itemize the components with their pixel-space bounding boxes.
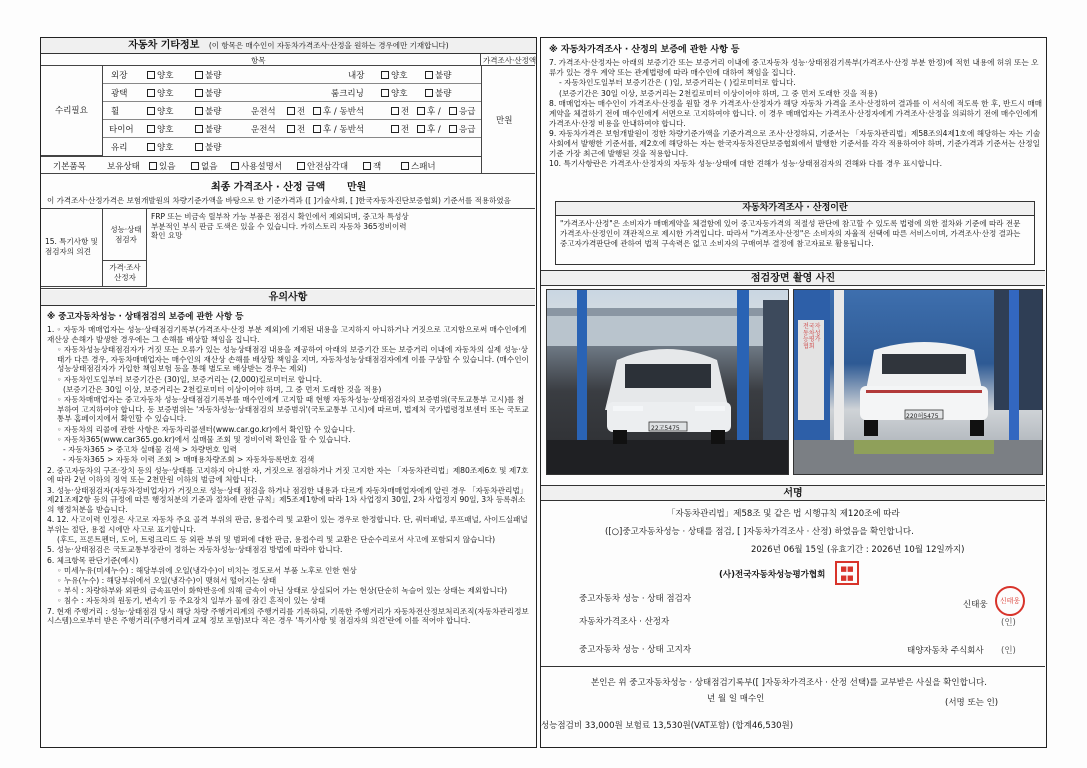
guarantee-item: 7. 가격조사·산정자는 아래의 보증기간 또는 보증거리 이내에 중고자동차 성능·상태점검기록부(가격조사·산정 부분 한정)에 적힌 내용에 허위 또는 오류가 있는 경우 계약 또는 관계법령에 따라 매수인에 대하여 책임을 집니다. (549, 58, 1039, 77)
org-seal-icon: ■■ ■■ (835, 561, 859, 585)
good-option[interactable]: 양호 (147, 141, 173, 153)
inspection-photo-rear (793, 289, 1043, 475)
vehicle-info-header (41, 38, 536, 54)
notice-item: 4. 12. 사고이력 인정은 사고로 자동차 주요 골격 부위의 판금, 용접수리 및 교환이 있는 경우로 한정합니다. 단, 쿼터패널, 루프패널, 사이드실패널 부위는 절단, 용접 시에만 사고로 표기합니다. (47, 515, 528, 534)
photo-title: 점검장면 촬영 사진 (750, 273, 836, 284)
checkbox-icon[interactable] (425, 89, 433, 97)
row-name: 휠 (111, 107, 120, 117)
row-tire (103, 120, 481, 138)
notice-item: ◦ 자동차365(www.car365.go.kr)에서 실매물 조회 및 정비이력 확인을 할 수 있습니다. (57, 434, 351, 444)
front-option[interactable]: 전 (287, 105, 305, 117)
item-header: 항목 (251, 56, 266, 65)
final-price-note: 이 가격조사·산정가격은 보험개발원의 차량기준가액을 바탕으로 한 기준가격과 ([ ]기술사회, [ ]한국자동차진단보증협회) 기준서를 적용하였음 (47, 196, 511, 205)
notice-item: 2. 중고자동차의 구조·장치 등의 성능·상태를 고지하지 아니한 자, 거짓으로 점검하거나 거짓 고지한 자는 「자동차관리법」제80조제6호 및 제7호에 따라 2년 이하의 징역 또는 2천만원 이하의 벌금에 처합니다. (47, 465, 529, 485)
basic-option[interactable]: 안전삼각대 (297, 160, 348, 172)
good-option[interactable]: 양호 (381, 87, 407, 99)
notice-item: 7. 현재 주행거리 : 성능·상태점검 당시 해당 차량 주행거리계의 주행거리를 기록하되, 기록한 주행거리가 자동차전산정보처리조직(자동차관리정보시스템)으로부터 받은 주행거리(주행거리계 교체 정보 포함)보다 적은 경우 '특기사항 및 점검자의 의견'란에 이를 적어야 합니다. (47, 606, 529, 626)
good-option[interactable]: 양호 (147, 123, 173, 135)
row-exterior (103, 66, 481, 84)
final-price-block (41, 175, 535, 209)
front-option[interactable]: 전 (391, 105, 409, 117)
checkbox-icon[interactable] (391, 125, 399, 133)
basic-option[interactable]: 있음 (149, 160, 175, 172)
repair-label-cell (41, 66, 103, 156)
front-car-illustration (547, 290, 789, 475)
row-polish (103, 84, 481, 102)
notifier-seal-mark: (인) (1001, 646, 1016, 656)
checkbox-icon[interactable] (287, 107, 295, 115)
basic-option[interactable]: 잭 (363, 160, 381, 172)
perf-note: FRP 또는 비금속 릴부착 가능 부품은 점검시 확인에서 제외되며, 중고차 특성상 부분적인 부식 판금 도색은 있을 수 있습니다. 카히스토리 자동차 365정비이력 확인 요망 (151, 212, 409, 241)
special-label: 15. 특기사항 및 점검자의 의견 (45, 237, 98, 256)
checkbox-icon[interactable] (297, 162, 305, 170)
notice-item: - 자동차365 > 중고차 실매물 검색 > 차량번호 입력 (63, 445, 237, 455)
basic-keep-label: 보유상태 (107, 162, 140, 172)
checkbox-icon[interactable] (381, 71, 389, 79)
rear-passenger-label[interactable]: 후 / 동반석 (313, 123, 364, 135)
notice-item: (후드, 프론트펜더, 도어, 트렁크리드 등 외판 부위 및 범퍼에 대한 판금, 용접수리 및 교환은 단순수리로서 사고에 포함되지 않습니다) (57, 535, 496, 545)
row-name-2: 운전석 (251, 107, 276, 117)
notice-item: 6. 체크항목 판단기준(예시) (47, 555, 139, 565)
notice-heading: ※ 중고자동차성능 · 상태점검의 보증에 관한 사항 등 (47, 312, 244, 322)
checkbox-icon[interactable] (313, 125, 321, 133)
row-name: 유리 (111, 143, 128, 153)
price-setter-label: 가격·조사 산정자 (109, 263, 141, 282)
checkbox-icon[interactable] (147, 107, 155, 115)
notice-item: - 자동차365 > 자동차 이력 조회 > 매매용차량조회 > 자동차등록번호 검색 (63, 455, 315, 465)
signature-title: 서명 (783, 488, 803, 499)
bad-option[interactable]: 불량 (195, 141, 221, 153)
basic-items-row (41, 156, 481, 174)
inspector-seal-mark: (인) (1001, 618, 1016, 628)
inspector-name: 신태웅 (963, 600, 988, 610)
left-column (40, 37, 537, 748)
special-label-cell (41, 209, 103, 287)
shop-sign: 전국자동차성능평가협회 (803, 323, 821, 350)
notice-item: ◦ 자동차인도일부터 보증기간은 (30)일, 보증거리는 (2,000)킬로미터로 합니다. (57, 374, 323, 384)
item-header-cell (41, 54, 481, 66)
row-name: 타이어 (109, 125, 134, 135)
guarantee-item: 8. 매매업자는 매수인이 가격조사·산정을 원할 경우 가격조사·산정자가 해당 자동차 가격을 조사·산정하여 결과를 이 서식에 적도록 한 후, 반드시 매매계약을 체결하기 전에 매수인에게 서면으로 고지하여야 합니다. 이 경우 매매업자는 가격조사·산정자에게 가격조사·산정을 의뢰하기 전에 매수인에게 가격조사·산정 비용을 안내하여야 합니다. (549, 98, 1043, 128)
checkbox-icon[interactable] (191, 162, 199, 170)
checkbox-icon[interactable] (195, 89, 203, 97)
checkbox-icon[interactable] (195, 71, 203, 79)
basic-option[interactable]: 스패너 (401, 160, 436, 172)
row-wheel (103, 102, 481, 120)
inspector-label: 중고자동차 성능 · 상태 점검자 (579, 594, 692, 604)
divider (541, 666, 1045, 667)
buyer-date-line: 년 월 일 매수인 (707, 694, 765, 704)
price-info-box (555, 201, 1035, 265)
signature-header (541, 485, 1045, 501)
checkbox-icon[interactable] (149, 162, 157, 170)
checkbox-icon[interactable] (401, 162, 409, 170)
photo-header (541, 270, 1045, 286)
guarantee-item: 10. 특기사항란은 가격조사·산정자의 자동차 성능·상태에 대한 견해가 성능·상태점검자의 견해와 다를 경우 표시합니다. (549, 159, 943, 169)
notice-item: ◦ 자동차성능상태점검자가 거짓 또는 오류가 있는 성능상태점검 내용을 제공하여 아래의 보증기간 또는 보증거리 이내에 자동차의 실제 성능·상태가 다른 경우, 자동차매매업자는 매수인의 재산상 손해를 배상할 책임을 지며, 자동차성능상태점검자에게 이를 구상할 수 있습니다. (매수인이 성능상태점검자가 가입한 책임보험 등을 통해 별도로 배상받는 경우는 제외) (57, 344, 529, 374)
good-option[interactable]: 양호 (147, 105, 173, 117)
checkbox-icon[interactable] (425, 71, 433, 79)
checkbox-icon[interactable] (313, 107, 321, 115)
notice-item: ◦ 자동차매매업자는 중고자동차 성능·상태점검기록부를 매수인에게 고지할 때 현행 자동차성능·상태점검자의 보증범위(국토교통부 고시)를 첨부하여 고지하여야 합니다. 동 보증범위는 '자동차성능·상태점검의 보증범위'(국토교통부 고시)에 따르며, 법제처 국가법령정보센터 또는 국토교통부 홈페이지에서 확인할 수 있습니다. (57, 395, 529, 424)
row-name: 외장 (111, 71, 128, 81)
signature-org: (사)전국자동차성능평가협회 (719, 570, 826, 580)
front-option[interactable]: 전 (287, 123, 305, 135)
rear-option[interactable]: 후 / (417, 105, 441, 117)
bad-option[interactable]: 불량 (425, 87, 451, 99)
notice-item: (보증기간은 30일 이상, 보증거리는 2천킬로미터 이상이어야 하며, 그 중 먼저 도래한 것을 적용) (63, 384, 382, 394)
price-header: 가격조사·산정액 (483, 56, 537, 65)
price-header-cell (481, 54, 535, 66)
basic-label: 기본품목 (53, 162, 86, 172)
price-box-text: "가격조사·산정"은 소비자가 매매계약을 체결함에 있어 중고자동가격의 적절성 판단에 참고할 수 있도록 법령에 의한 절차와 기준에 따라 전문 가격조사·산정인이 객관적으로 제시한 가격입니다. 따라서 "가격조사·산정"은 소비자의 자율적 선택에 따른 서비스이며, 가격조사·산정 결과는 중고자가격판단에 관하여 법적 구속력은 없고 소비자의 구매여부 결정에 참고자료로 활용됩니다. (560, 219, 1021, 248)
row-glass (103, 138, 481, 156)
row-name-2: 룸크리닝 (331, 89, 364, 99)
notice-item: ◦ 누유(누수) : 해당부위에서 오일(냉각수)이 맺혀서 떨어지는 상태 (57, 575, 277, 585)
notice-item: ◦ 부식 : 차량하부와 외판의 금속표면이 화학반응에 의해 금속이 아닌 상태로 상실되어 가는 현상(단순히 녹슬어 있는 상태는 제외합니다) (57, 586, 508, 596)
inspector-seal-icon: 신태웅 (995, 586, 1025, 616)
guarantee-heading: ※ 자동차가격조사 · 산정의 보증에 관한 사항 등 (549, 45, 740, 55)
row-name: 광택 (111, 89, 128, 99)
front-option[interactable]: 전 (391, 123, 409, 135)
notice-list (47, 325, 531, 627)
emergency-option[interactable]: 응급 (449, 123, 475, 135)
notice-item: ◦ 미세누유(미세누수) : 해당부위에 오일(냉각수)이 비치는 정도로서 부품 노후로 인한 현상 (57, 565, 357, 575)
won-unit: 만원 (496, 116, 513, 126)
checkbox-icon[interactable] (417, 107, 425, 115)
signature-law: 「자동차관리법」제58조 및 같은 법 시행규칙 제120조에 따라 (667, 509, 900, 519)
final-price-unit: 만원 (347, 182, 367, 193)
guarantee-item: 9. 자동차가격은 보험개발원이 정한 차량기준가액을 기준가격으로 조사·산정하되, 기준서는 「자동차관리법」제58조의4제1호에 해당하는 자는 기술사회에서 발행한 기준서를, 제2호에 해당하는 자는 한국자동차진단보증협회에서 발행한 기준서를 각각 적용하여야 하며, 기준가격과 기준서는 산정일 기준 가장 최근에 발행된 것을 적용합니다. (549, 129, 1041, 158)
rear-plate: 220허5475 (906, 413, 939, 420)
signature-confirm: ([○]중고자동차성능 · 상태를 점검, [ ]자동차가격조사 · 산정) 하였음을 확인합니다. (605, 527, 914, 537)
won-cell (481, 66, 535, 174)
checkbox-icon[interactable] (417, 125, 425, 133)
buyer-sign-mark: (서명 또는 인) (945, 698, 999, 708)
row-name-2: 내장 (348, 71, 365, 81)
rear-option[interactable]: 후 / (417, 123, 441, 135)
price-setter-sign-label: 자동차가격조사 · 산정자 (579, 617, 670, 627)
notice-item: ◦ 자동차의 리콜에 관한 사항은 자동차리콜센터(www.car.go.kr)에서 확인할 수 있습니다. (57, 424, 356, 434)
notifier-label: 중고자동차 성능 · 상태 고지자 (579, 645, 692, 655)
notice-item: 3. 성능·상태점검자(자동차정비업자)가 거짓으로 성능·상태 점검을 하거나 점검한 내용과 다르게 자동차매매업자에게 알린 경우 「자동차관리법」제21조제2항 등의 규정에 따른 행정처분의 기준과 절차에 관한 규칙」제5조제1항에 따라 1차 사업정지 30일, 2차 사업정지 90일, 3차 등록취소의 행정처분을 받습니다. (47, 485, 528, 514)
right-column (540, 37, 1047, 748)
guarantee-list (549, 58, 1043, 169)
final-price-label: 최종 가격조사 · 산정 금액 (211, 182, 326, 193)
checkbox-icon[interactable] (147, 71, 155, 79)
bad-option[interactable]: 불량 (195, 123, 221, 135)
perf-label-cell (103, 209, 147, 261)
notifier-name: 태양자동차 주식회사 (907, 646, 984, 656)
divider (41, 287, 535, 289)
checkbox-icon[interactable] (363, 162, 371, 170)
row-name-2: 운전석 (251, 125, 276, 135)
rear-passenger-label[interactable]: 후 / 동반석 (313, 105, 364, 117)
price-box-title: 자동차가격조사 · 산정이란 (556, 202, 1034, 216)
good-option[interactable]: 양호 (381, 69, 407, 81)
receipt-text: 본인은 위 중고자동차성능 · 상태점검기록부([ ]자동차가격조사 · 산정 선택)를 교부받은 사실을 확인합니다. (591, 678, 987, 688)
checkbox-icon[interactable] (391, 107, 399, 115)
basic-option[interactable]: 사용설명서 (231, 160, 282, 172)
checkbox-icon[interactable] (147, 143, 155, 151)
good-option[interactable]: 양호 (147, 69, 173, 81)
front-plate: 22고5475 (651, 425, 680, 432)
bad-option[interactable]: 불량 (425, 69, 451, 81)
checkbox-icon[interactable] (381, 89, 389, 97)
signature-date: 2026년 06월 15일 (유효기간 : 2026년 10월 12일까지) (751, 545, 965, 555)
vehicle-info-subtitle: (이 항목은 매수인이 자동차가격조사·산정을 원하는 경우에만 기재합니다) (208, 41, 449, 50)
inspection-photo-front (546, 289, 789, 475)
checkbox-icon[interactable] (147, 89, 155, 97)
emergency-option[interactable]: 응급 (449, 105, 475, 117)
checkbox-icon[interactable] (195, 107, 203, 115)
guarantee-item: (보증기간은 30일 이상, 보증거리는 2천킬로미터 이상이어야 하며, 그 중 먼저 도래한 것을 적용) (559, 88, 878, 98)
bad-option[interactable]: 불량 (195, 87, 221, 99)
inspection-rows (103, 66, 481, 156)
notice-item: 5. 성능·상태점검은 국토교통부장관이 정하는 자동차성능·상태점검 방법에 따라야 합니다. (47, 545, 343, 555)
checkbox-icon[interactable] (195, 143, 203, 151)
checkbox-icon[interactable] (449, 125, 457, 133)
good-option[interactable]: 양호 (147, 87, 173, 99)
notice-header (41, 290, 535, 306)
vehicle-info-title: 자동차 기타정보 (128, 40, 200, 51)
rear-car-illustration (794, 290, 1043, 475)
basic-option[interactable]: 없음 (191, 160, 217, 172)
guarantee-item: - 자동차인도일부터 보증기간은 ( )일, 보증거리는 ( )킬로미터로 합니다. (559, 78, 796, 88)
checkbox-icon[interactable] (195, 125, 203, 133)
repair-label: 수리필요 (55, 106, 88, 116)
checkbox-icon[interactable] (449, 107, 457, 115)
checkbox-icon[interactable] (287, 125, 295, 133)
fee-line: 성능점검비 33,000원 보험료 13,530원(VAT포함) (합계46,530원) (541, 721, 794, 731)
checkbox-icon[interactable] (231, 162, 239, 170)
notice-item: ◦ 침수 : 자동차의 원동기, 변속기 등 주요장치 일부가 물에 잠긴 흔적이 있는 상태 (57, 596, 326, 606)
checkbox-icon[interactable] (147, 125, 155, 133)
perf-label: 성능·상태 점검자 (110, 225, 142, 244)
bad-option[interactable]: 불량 (195, 69, 221, 81)
notice-item: 1. ◦ 자동차 매매업자는 성능·상태점검기록부(가격조사·산정 부분 제외)에 기재된 내용을 고지하지 아니하거나 거짓으로 고지함으로써 매수인에게 재산상 손해가 발생한 경우에는 그 손해를 배상할 책임을 집니다. (47, 325, 527, 344)
bad-option[interactable]: 불량 (195, 105, 221, 117)
notice-title: 유의사항 (268, 292, 308, 303)
price-setter-cell (103, 261, 147, 287)
